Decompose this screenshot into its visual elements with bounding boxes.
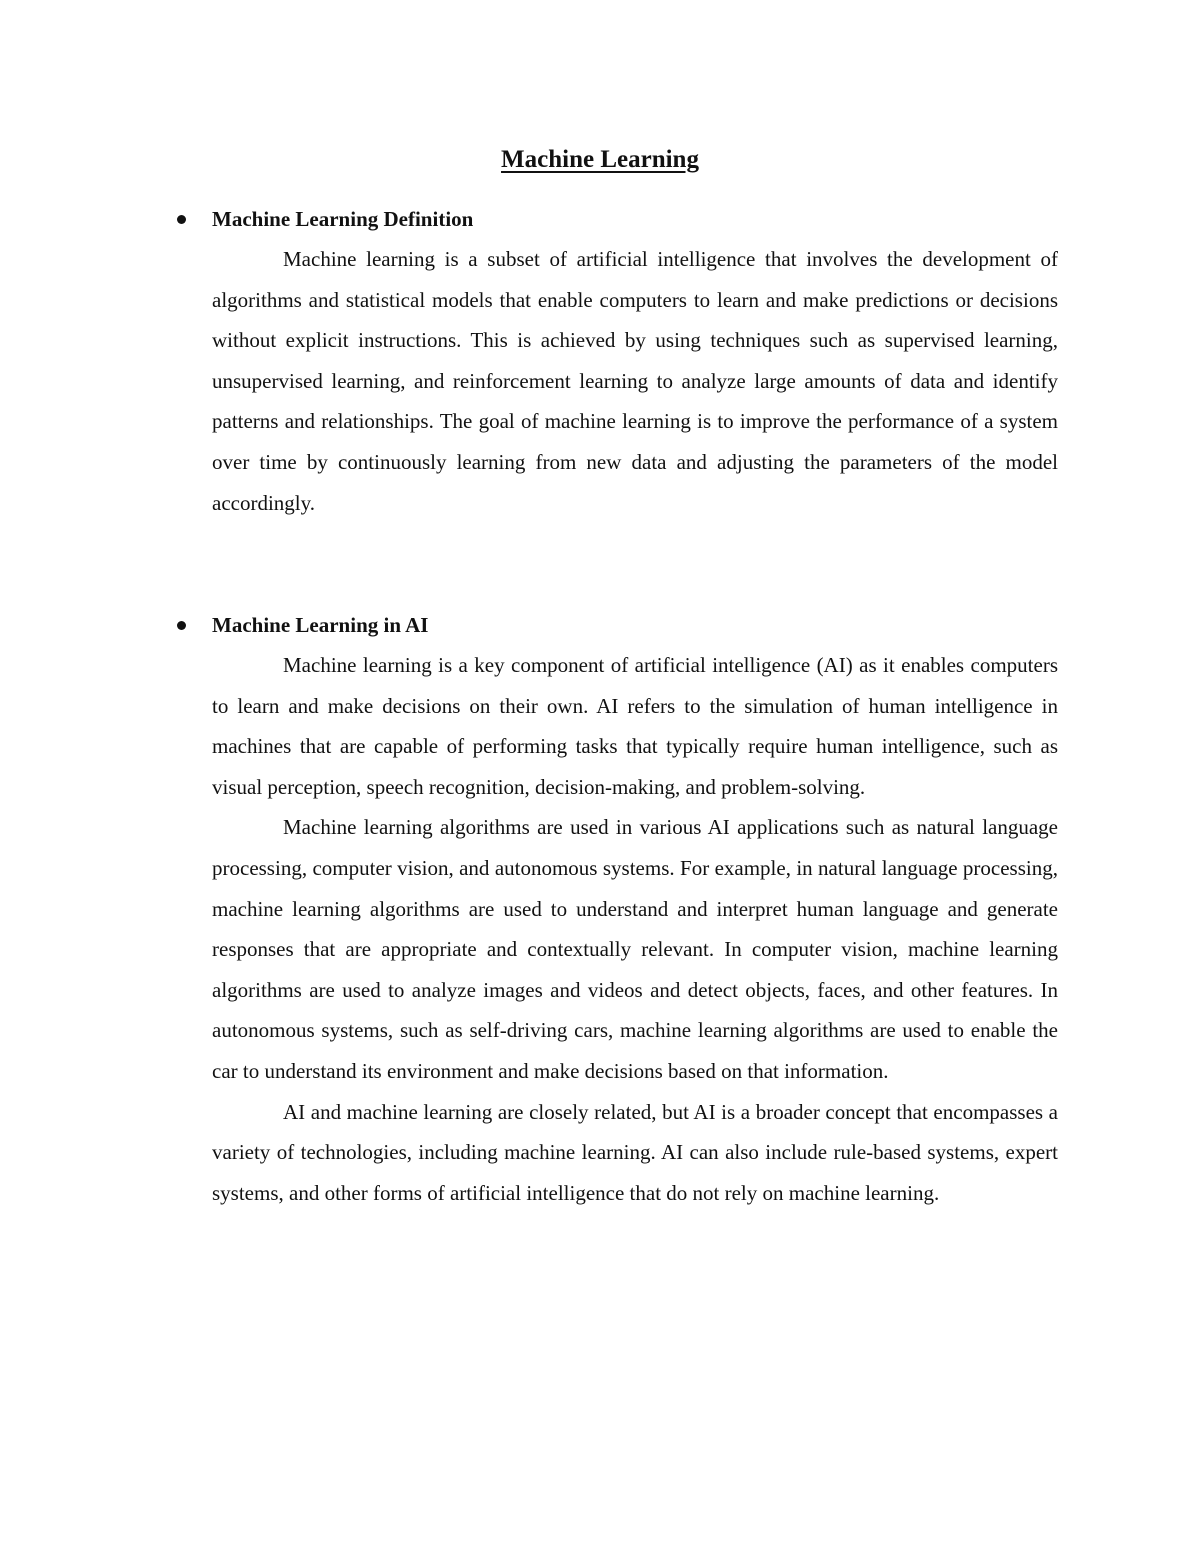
bullet-icon: [177, 621, 186, 630]
paragraph: Machine learning is a key component of artificial intelligence (AI) as it enables computers to learn and make decisions on their own. AI refers to the simulation of human intelligence in machines that are capable of performing tasks that typically require human intelligence, such as visual perception, speech recognition, decision-making, and problem-solving.: [212, 653, 1058, 799]
section-heading: [212, 199, 1058, 239]
section-heading-text: Machine Learning Definition: [212, 207, 474, 231]
paragraph: Machine learning algorithms are used in various AI applications such as natural language processing, computer vision, and autonomous systems. For example, in natural language processing, machine learning algorithms are used to understand and interpret human language and generate responses that are appropriate and contextually relevant. In computer vision, machine learning algorithms are used to analyze images and videos and detect objects, faces, and other features. In autonomous systems, such as self-driving cars, machine learning algorithms are used to enable the car to understand its environment and make decisions based on that information.: [212, 815, 1058, 1083]
section-heading: [212, 605, 1058, 645]
section-heading-text: Machine Learning in AI: [212, 613, 429, 637]
paragraph: AI and machine learning are closely related, but AI is a broader concept that encompasses a variety of technologies, including machine learning. AI can also include rule-based systems, expert systems, and other forms of artificial intelligence that do not rely on machine learning.: [212, 1099, 1058, 1205]
bullet-icon: [177, 215, 186, 224]
section-ml-in-ai: [212, 605, 1058, 1213]
paragraph: Machine learning is a subset of artificial intelligence that involves the development of algorithms and statistical models that enable computers to learn and make predictions or decisions without explicit instructions. This is achieved by using techniques such as supervised learning, unsupervised learning, and reinforcement learning to analyze large amounts of data and identify patterns and relationships. The goal of machine learning is to improve the performance of a system over time by continuously learning from new data and adjusting the parameters of the model accordingly.: [212, 247, 1058, 515]
page-title: Machine Learning: [501, 146, 699, 173]
section-definition: [212, 199, 1058, 523]
